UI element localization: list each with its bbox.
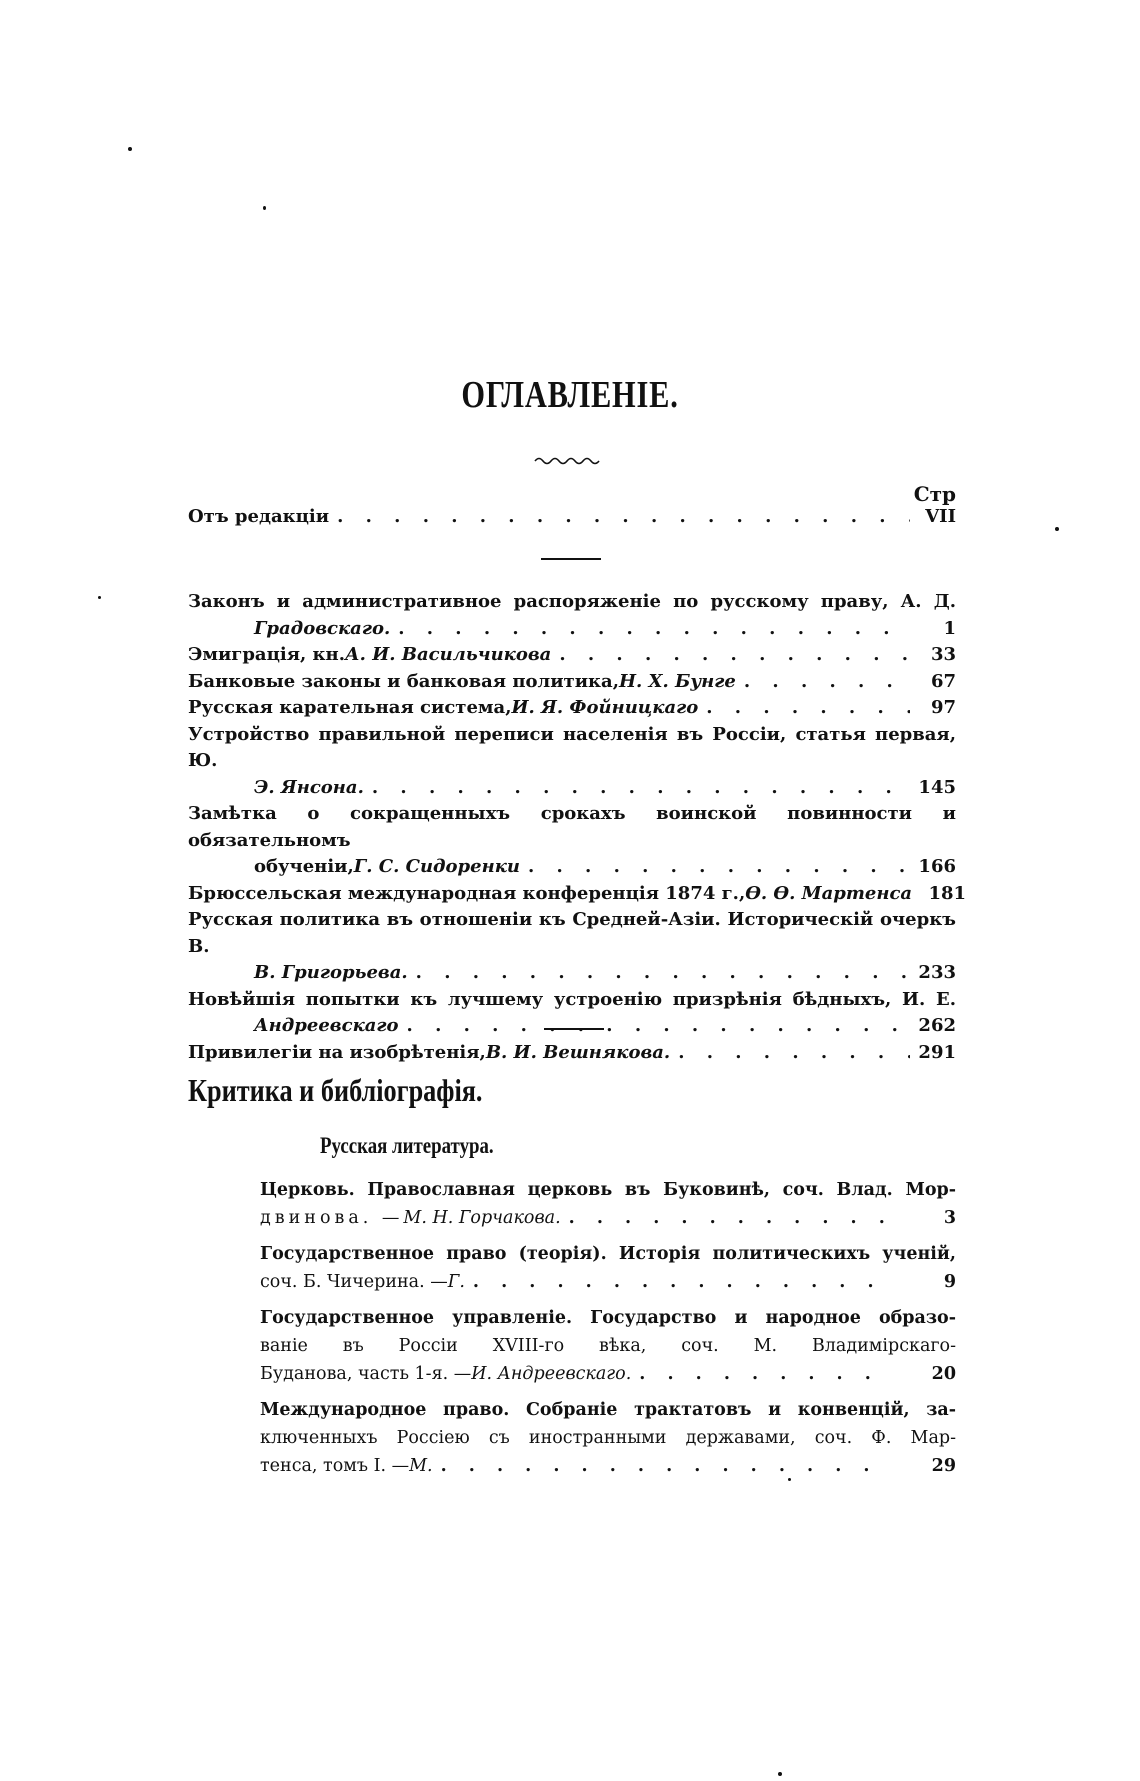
toc-entry[interactable] — [188, 642, 956, 669]
dot-leader — [441, 1452, 886, 1480]
preface-label: Отъ редакціи — [188, 506, 330, 527]
dot-leader — [639, 1360, 886, 1388]
entry-title-cont: ваніе въ Россіи XVIII-го вѣка, соч. М. Владимірскаго- — [260, 1336, 956, 1356]
toc-entry[interactable] — [260, 1176, 956, 1232]
toc-entry[interactable] — [188, 695, 956, 722]
toc-entry[interactable] — [260, 1396, 956, 1480]
wavy-ornament — [533, 455, 603, 467]
toc-entry[interactable] — [188, 801, 956, 881]
entry-author: В. И. Вешнякова. — [485, 1041, 671, 1063]
entry-title: Привилегіи на изобрѣтенія, — [188, 1041, 486, 1063]
entry-title-cont: обученіи, — [254, 856, 354, 877]
toc-entry[interactable] — [188, 881, 967, 908]
entry-author: Ѳ. Ѳ. Мартенса — [745, 882, 913, 904]
toc-entry[interactable] — [188, 669, 956, 696]
scan-speck — [778, 1772, 782, 1776]
page-number: 67 — [930, 670, 956, 692]
entry-reviewer: М. Н. Горчакова. — [403, 1208, 561, 1228]
entry-title-cont: ключенныхъ Россіею съ иностранными державами, соч. Ф. Мар- — [260, 1428, 956, 1448]
divider-rule — [544, 1028, 604, 1030]
dot-leader — [678, 1040, 910, 1067]
dot-leader — [337, 504, 910, 531]
page-number: 29 — [931, 1456, 956, 1476]
page-number: 145 — [918, 776, 956, 798]
entry-title: Устройство правильной переписи населенія въ Россіи, статья первая, Ю. — [188, 723, 956, 771]
page-number: 3 — [943, 1208, 956, 1228]
toc-entry[interactable] — [188, 1040, 956, 1067]
scan-speck — [1055, 527, 1059, 531]
entry-title: Эмиграція, кн. — [188, 644, 345, 665]
toc-entry[interactable] — [188, 589, 956, 642]
entry-title: Новѣйшія попытки къ лучшему устроенію призрѣнія бѣдныхъ, И. Е. — [188, 988, 956, 1010]
page-number: 291 — [918, 1041, 956, 1063]
entry-author: В. Григорьева. — [254, 962, 408, 983]
dot-leader — [473, 1268, 886, 1296]
entry-title: Русская политика въ отношеніи къ Средней-Азіи. Историческій очеркъ В. — [188, 909, 956, 957]
entry-author: И. Я. Фойницкаго — [511, 697, 699, 718]
divider-rule — [541, 558, 601, 560]
toc-critique — [260, 1176, 956, 1488]
entry-title: Русская карательная система, — [188, 697, 512, 718]
page-title: ОГЛАВЛЕНІЕ. — [461, 374, 679, 416]
entry-author: А. И. Васильчикова — [345, 644, 552, 665]
page-number: 262 — [918, 1015, 956, 1036]
entry-reviewer: И. Андреевскаго. — [471, 1364, 632, 1384]
section-title: Критика и библіографія. — [188, 1072, 483, 1108]
entry-author-name: тенса, томъ I. — — [260, 1456, 410, 1476]
page-column-header: Стр — [913, 482, 956, 506]
entry-title: Замѣтка о сокращенныхъ срокахъ воинской повинности и обязательномъ — [188, 803, 956, 851]
scan-speck — [98, 596, 101, 599]
page-number: 233 — [918, 962, 956, 983]
toc-entry[interactable] — [188, 907, 956, 987]
dot-leader — [407, 1013, 910, 1040]
page-number: 33 — [930, 644, 956, 665]
entry-title: Международное право. Собраніе трактатовъ и конвенцій, за- — [260, 1400, 956, 1420]
scan-speck — [788, 1478, 791, 1481]
page-number: VII — [925, 506, 956, 527]
page-number: 97 — [930, 697, 956, 718]
page-number: 181 — [928, 882, 967, 904]
entry-title: Церковь. Православная церковь въ Буковинѣ, соч. Влад. Мор- — [260, 1180, 956, 1200]
entry-title: Государственное управленіе. Государство и народное образо- — [260, 1308, 956, 1328]
toc-entry[interactable] — [260, 1304, 956, 1388]
toc-articles — [188, 589, 967, 1066]
entry-author: Э. Янсона. — [254, 776, 364, 798]
dot-leader — [528, 854, 910, 881]
entry-author-name: Буданова, часть 1-я. — — [260, 1364, 472, 1384]
page-number: 1 — [943, 617, 956, 639]
scan-speck — [128, 147, 132, 151]
entry-author: Градовскаго. — [254, 617, 391, 639]
entry-author: Андреевскаго — [254, 1015, 399, 1036]
scan-speck — [263, 206, 266, 210]
entry-author-name: двинова. — — [260, 1208, 404, 1228]
dot-leader — [416, 960, 910, 987]
entry-title: Брюссельская международная конференція 1874 г., — [188, 882, 746, 904]
toc-entry[interactable] — [188, 987, 956, 1040]
entry-title: Банковые законы и банковая политика, — [188, 670, 619, 692]
page-number: 20 — [931, 1364, 956, 1384]
toc-entry[interactable] — [188, 504, 956, 531]
entry-title: Государственное право (теорія). Исторія политическихъ ученій, — [260, 1244, 956, 1264]
dot-leader — [569, 1204, 886, 1232]
dot-leader — [372, 775, 910, 802]
dot-leader — [398, 616, 910, 643]
entry-author-name: соч. Б. Чичерина. — — [260, 1272, 448, 1292]
entry-author: Н. Х. Бунге — [619, 670, 736, 692]
entry-title: Законъ и административное распоряженіе по русскому праву, А. Д. — [188, 591, 956, 612]
page-number: 9 — [943, 1272, 956, 1292]
subsection-title: Русская литература. — [320, 1133, 494, 1158]
toc-entry[interactable] — [260, 1240, 956, 1296]
dot-leader — [559, 642, 910, 669]
toc-entry[interactable] — [188, 722, 956, 802]
entry-reviewer: Г. — [447, 1272, 465, 1292]
page-number: 166 — [918, 856, 956, 877]
toc-preface — [188, 504, 956, 531]
dot-leader — [706, 695, 910, 722]
entry-author: Г. С. Сидоренки — [353, 856, 520, 877]
dot-leader — [744, 669, 910, 696]
entry-reviewer: М. — [409, 1456, 433, 1476]
